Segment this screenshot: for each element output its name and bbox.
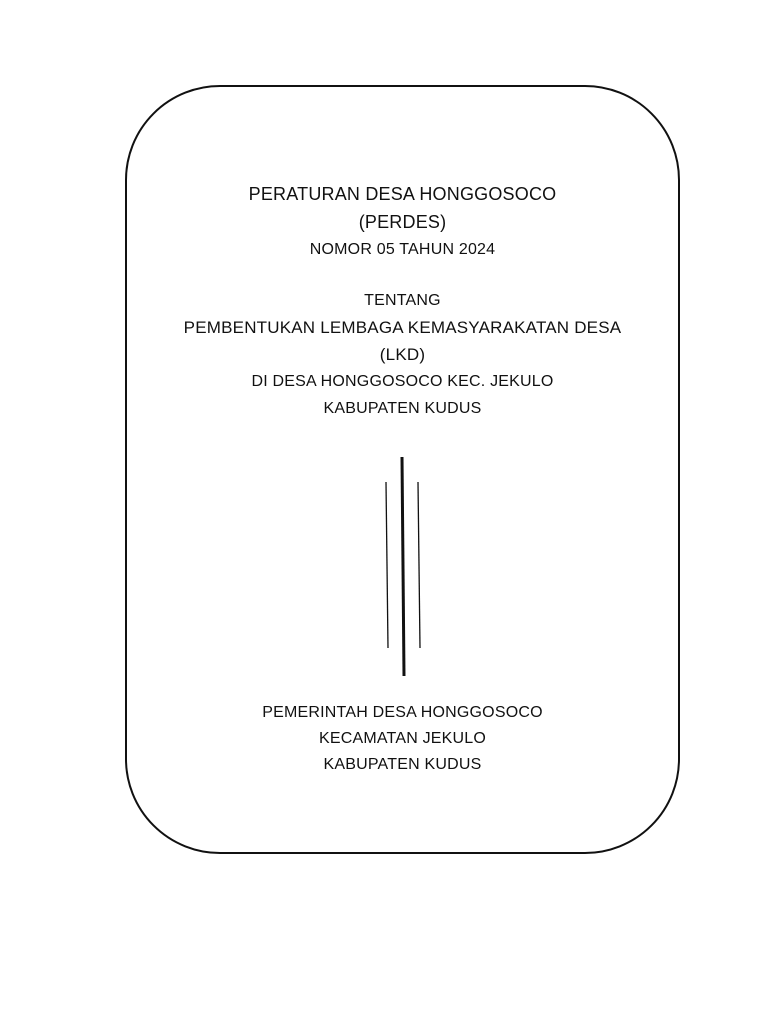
document-number: NOMOR 05 TAHUN 2024 [309,241,496,258]
issuer-regency: KABUPATEN KUDUS [323,756,482,773]
document-title-block [125,180,680,264]
subject-location: DI DESA HONGGOSOCO KEC. JEKULO [251,373,554,390]
subject-abbreviation: (LKD) [379,345,426,364]
issuer-government: PEMERINTAH DESA HONGGOSOCO [262,704,543,721]
document-subject-block [125,287,680,422]
subject-title: PEMBENTUKAN LEMBAGA KEMASYARAKATAN DESA [183,318,622,337]
vertical-lines-ornament [370,452,440,682]
issuer-district: KECAMATAN JEKULO [318,730,487,747]
ornament-center-line [402,457,404,676]
subject-regency: KABUPATEN KUDUS [323,400,482,417]
subject-heading: TENTANG [364,292,441,309]
ornament-left-line [386,482,388,648]
issuer-block [125,700,680,778]
document-abbreviation: (PERDES) [358,212,447,232]
ornament-right-line [418,482,420,648]
document-title: PERATURAN DESA HONGGOSOCO [248,184,557,204]
